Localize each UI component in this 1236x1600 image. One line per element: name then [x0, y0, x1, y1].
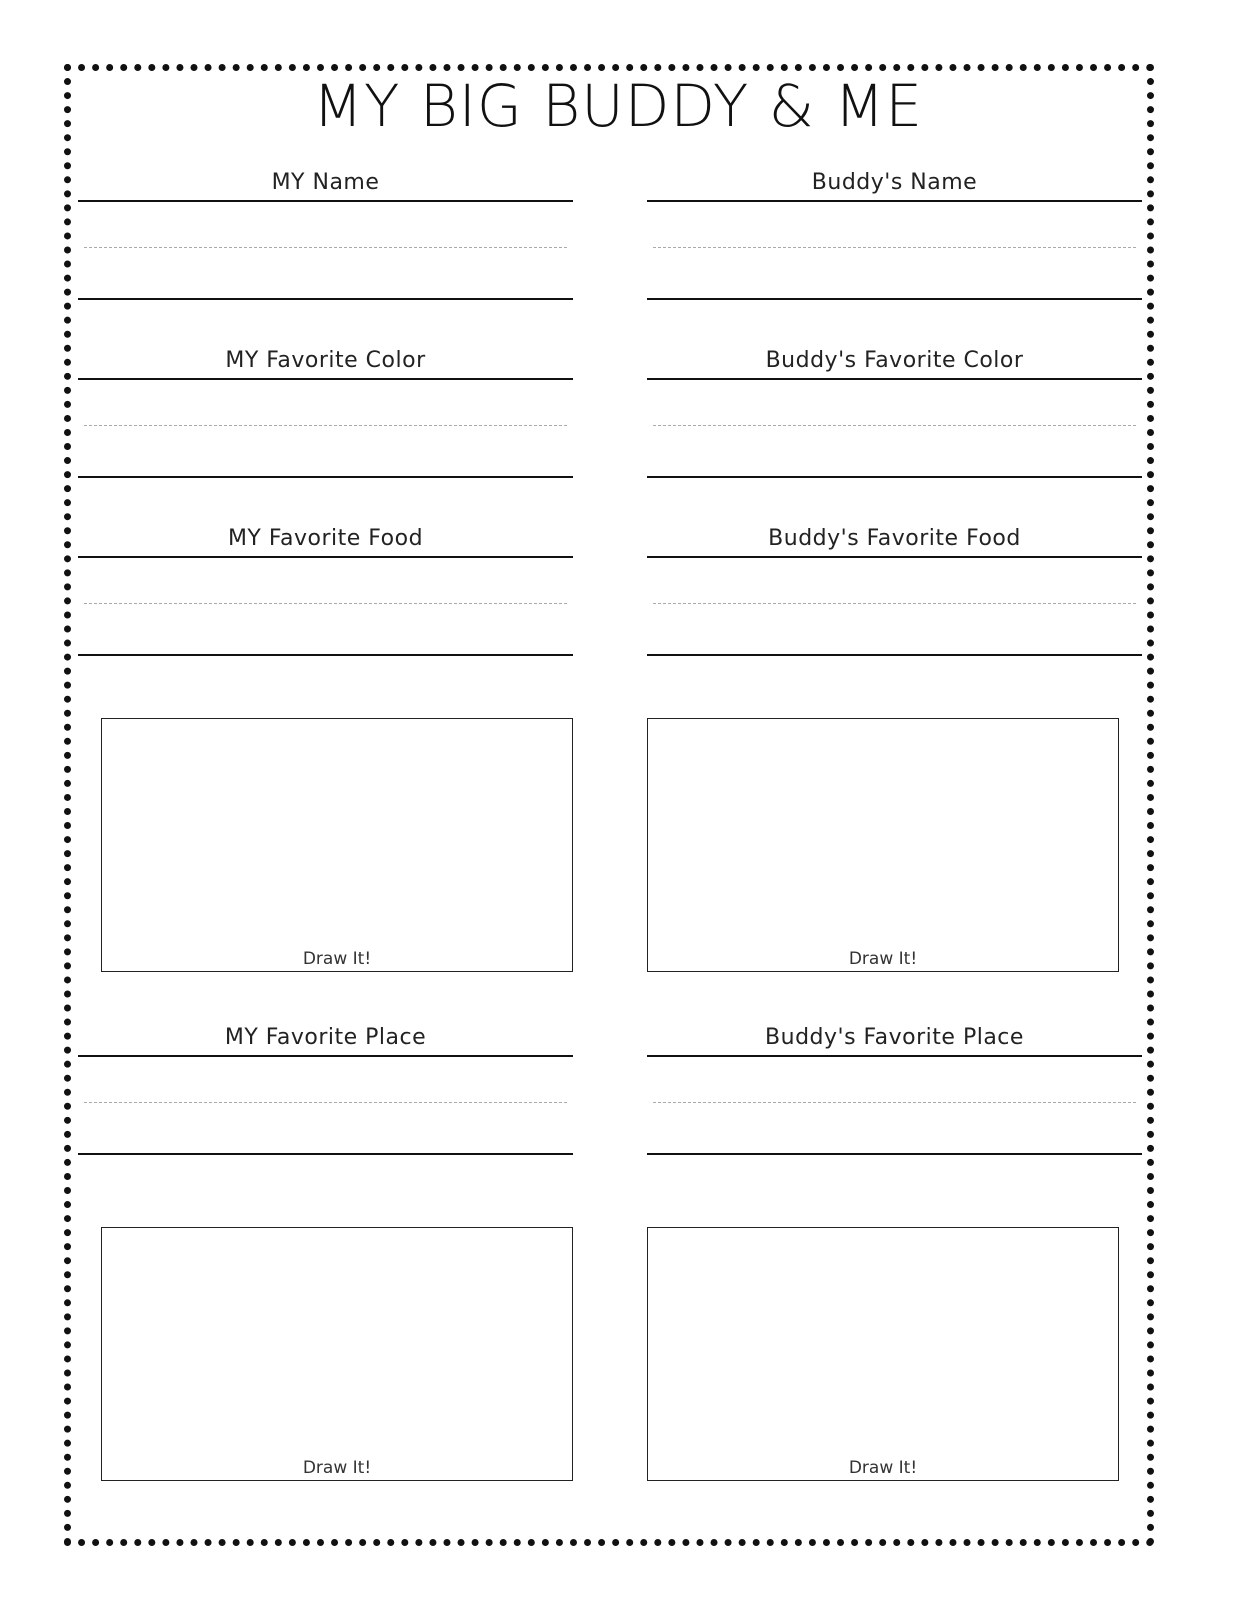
- base-rule: [78, 1153, 573, 1155]
- buddy-place-field[interactable]: [647, 1021, 1142, 1155]
- top-rule: [647, 200, 1142, 202]
- buddy-color-field[interactable]: [647, 344, 1142, 478]
- dashed-midline: [84, 603, 567, 604]
- field-label: Buddy's Name: [811, 170, 978, 195]
- buddy-food-draw-box[interactable]: [647, 718, 1119, 972]
- field-label: MY Name: [271, 170, 380, 195]
- buddy-food-field[interactable]: [647, 522, 1142, 656]
- dashed-midline: [84, 247, 567, 248]
- draw-caption: Draw It!: [848, 1458, 918, 1478]
- field-label: Buddy's Favorite Color: [765, 348, 1024, 373]
- field-label: MY Favorite Color: [225, 348, 426, 373]
- base-rule: [647, 476, 1142, 478]
- field-label: Buddy's Favorite Place: [765, 1025, 1024, 1050]
- page-title: MY BIG BUDDY & ME: [312, 72, 924, 140]
- top-rule: [78, 378, 573, 380]
- my-color-field[interactable]: [78, 344, 573, 478]
- my-place-draw-box[interactable]: [101, 1227, 573, 1481]
- field-label: MY Favorite Food: [227, 526, 424, 551]
- dashed-midline: [653, 247, 1136, 248]
- draw-caption: Draw It!: [302, 949, 372, 969]
- draw-caption: Draw It!: [848, 949, 918, 969]
- top-rule: [78, 200, 573, 202]
- top-rule: [647, 556, 1142, 558]
- dashed-midline: [653, 603, 1136, 604]
- my-food-draw-box[interactable]: [101, 718, 573, 972]
- buddy-name-field[interactable]: [647, 166, 1142, 300]
- my-place-field[interactable]: [78, 1021, 573, 1155]
- base-rule: [647, 298, 1142, 300]
- dashed-midline: [653, 425, 1136, 426]
- base-rule: [647, 1153, 1142, 1155]
- base-rule: [78, 476, 573, 478]
- top-rule: [78, 556, 573, 558]
- top-rule: [78, 1055, 573, 1057]
- base-rule: [647, 654, 1142, 656]
- draw-caption: Draw It!: [302, 1458, 372, 1478]
- my-food-field[interactable]: [78, 522, 573, 656]
- dashed-midline: [84, 1102, 567, 1103]
- base-rule: [78, 654, 573, 656]
- top-rule: [647, 378, 1142, 380]
- dashed-midline: [653, 1102, 1136, 1103]
- field-label: Buddy's Favorite Food: [768, 526, 1021, 551]
- buddy-place-draw-box[interactable]: [647, 1227, 1119, 1481]
- top-rule: [647, 1055, 1142, 1057]
- field-label: MY Favorite Place: [224, 1025, 427, 1050]
- dashed-midline: [84, 425, 567, 426]
- base-rule: [78, 298, 573, 300]
- my-name-field[interactable]: [78, 166, 573, 300]
